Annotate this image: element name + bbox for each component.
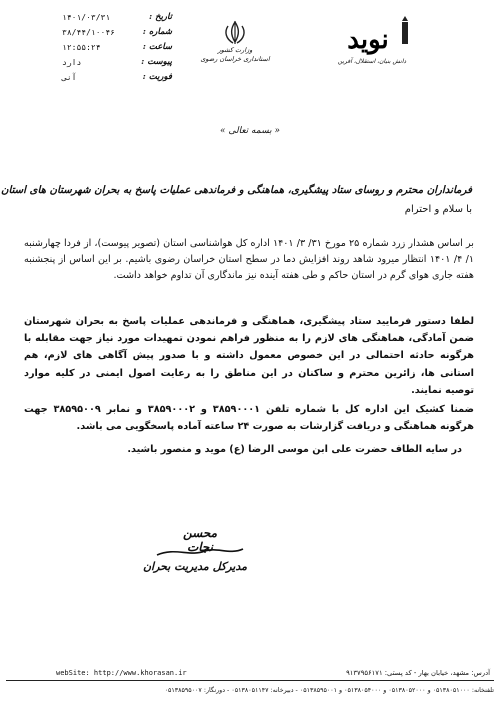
footer-phones: تلفنخانه: ۰۵۱۳۸۰۵۱۰۰۰ و ۰۵۱۳۸۰۵۲۰۰۰ و ۰۵۱۳۸۰۵۴۰۰۰ و ۰۵۱۳۸۵۹۵۰۰۱ - دبیرخانه: ۰۵۱۳۸۰۵۱۱۴۷ - دورنگار: ۰۵۱۳۸۵۹۵۰۰۷	[164, 687, 494, 694]
recipient-line: فرمانداران محترم و رو‌سای ستاد پیشگیری، هماهنگی و فرماندهی عملیات پاسخ به بحران شهرستان های استان	[0, 184, 472, 196]
signature-stroke-icon	[155, 545, 245, 559]
basmala: « بسمه تعالی »	[219, 126, 280, 136]
letter-meta	[62, 10, 172, 85]
paragraph-instructions: لطفا دستور فرمایید ستاد پیشگیری، هماهنگی و فرماندهی عملیات پاسخ به بحران شهرستان ضمن آمادگی، هماهنگی های لازم را به منظور فراهم نمودن تمهیدات مورد نیاز جهت مقابله با هرگونه حادثه احتمالی در این خصوص معمول داشته و با صدور پیش آگاهی های لازم، هم استانی ها، زائرین محترم و ساکنان در این مناطق را به رعایت اصول ایمنی در کلیه موارد توصیه نمایند.	[24, 316, 474, 396]
logo-text: نوید	[347, 25, 389, 55]
meta-priority-label: فوریت :	[142, 72, 172, 82]
meta-attachment-value: دارد	[62, 58, 82, 67]
meta-time	[62, 40, 172, 55]
ministry-name	[200, 46, 270, 64]
ministry-line2: استانداری خراسان رضوی	[200, 55, 270, 63]
meta-number-value: ۳۸/۴۴/۱۰۰۴۶	[62, 28, 115, 37]
footer-divider	[6, 680, 494, 681]
meta-date-label: تاریخ :	[148, 12, 172, 22]
meta-date-value: ۱۴۰۱/۰۳/۳۱	[62, 13, 111, 22]
meta-number-label: شماره :	[142, 27, 172, 37]
signer-title: مدیرکل مدیریت بحران	[142, 560, 248, 573]
meta-attachment	[62, 55, 172, 70]
paragraph-contact: ضمنا کشیک این اداره کل با شماره تلفن ۳۸۵۹۰۰۰۱ و ۳۸۵۹۰۰۰۲ و نمابر ۳۸۵۹۵۰۰۹ جهت هرگونه هماهنگی و دریافت گزارشات به صورت ۲۴ ساعته آماده پاسخگویی می باشد.	[24, 404, 475, 433]
meta-attachment-label: پیوست :	[141, 57, 172, 67]
iran-emblem-icon	[221, 20, 249, 46]
meta-priority-value: آنی	[62, 73, 77, 82]
paragraph-closing: در سایه الطاف حضرت علی ابن موسی الرضا (ع) موید و منصور باشید.	[127, 444, 462, 455]
ministry-line1: وزارت کشور	[217, 46, 253, 54]
paragraph-weather-warning: بر اساس هشدار زرد شماره ۲۵ مورخ ۳۱/ ۳/ ۱۴۰۱ اداره کل هواشناسی استان (تصویر پیوست)، از فردا چهارشنبه ۱/ ۴/ ۱۴۰۱ انتظار میرود شاهد روند افزایش دما در سطح استان خراسان رضوی باشیم. بر این اساس از پنجشنبه هفته جاری هوای گرم در استان حاکم و طی هفته آینده نیز ماندگاری آن تداوم خواهد داشت.	[24, 238, 474, 282]
meta-time-value: ۱۲:۵۵:۲۴	[62, 43, 101, 52]
footer-address: آدرس: مشهد، خیابان بهار - کد پستی: ۹۱۳۷۹۵۶۱۷۱	[346, 669, 490, 677]
signer-name: محسن نجات	[182, 526, 217, 554]
footer-website: webSite: http://www.khorasan.ir	[56, 669, 187, 677]
logo-tagline: دانش بنیان، استقلال، آفرین	[337, 58, 407, 65]
navid-logo	[322, 14, 414, 62]
meta-time-label: ساعت :	[142, 42, 172, 52]
meta-date	[62, 10, 172, 25]
meta-number	[62, 25, 172, 40]
greeting: با سلام و احترام	[404, 204, 472, 215]
meta-priority	[62, 70, 172, 85]
